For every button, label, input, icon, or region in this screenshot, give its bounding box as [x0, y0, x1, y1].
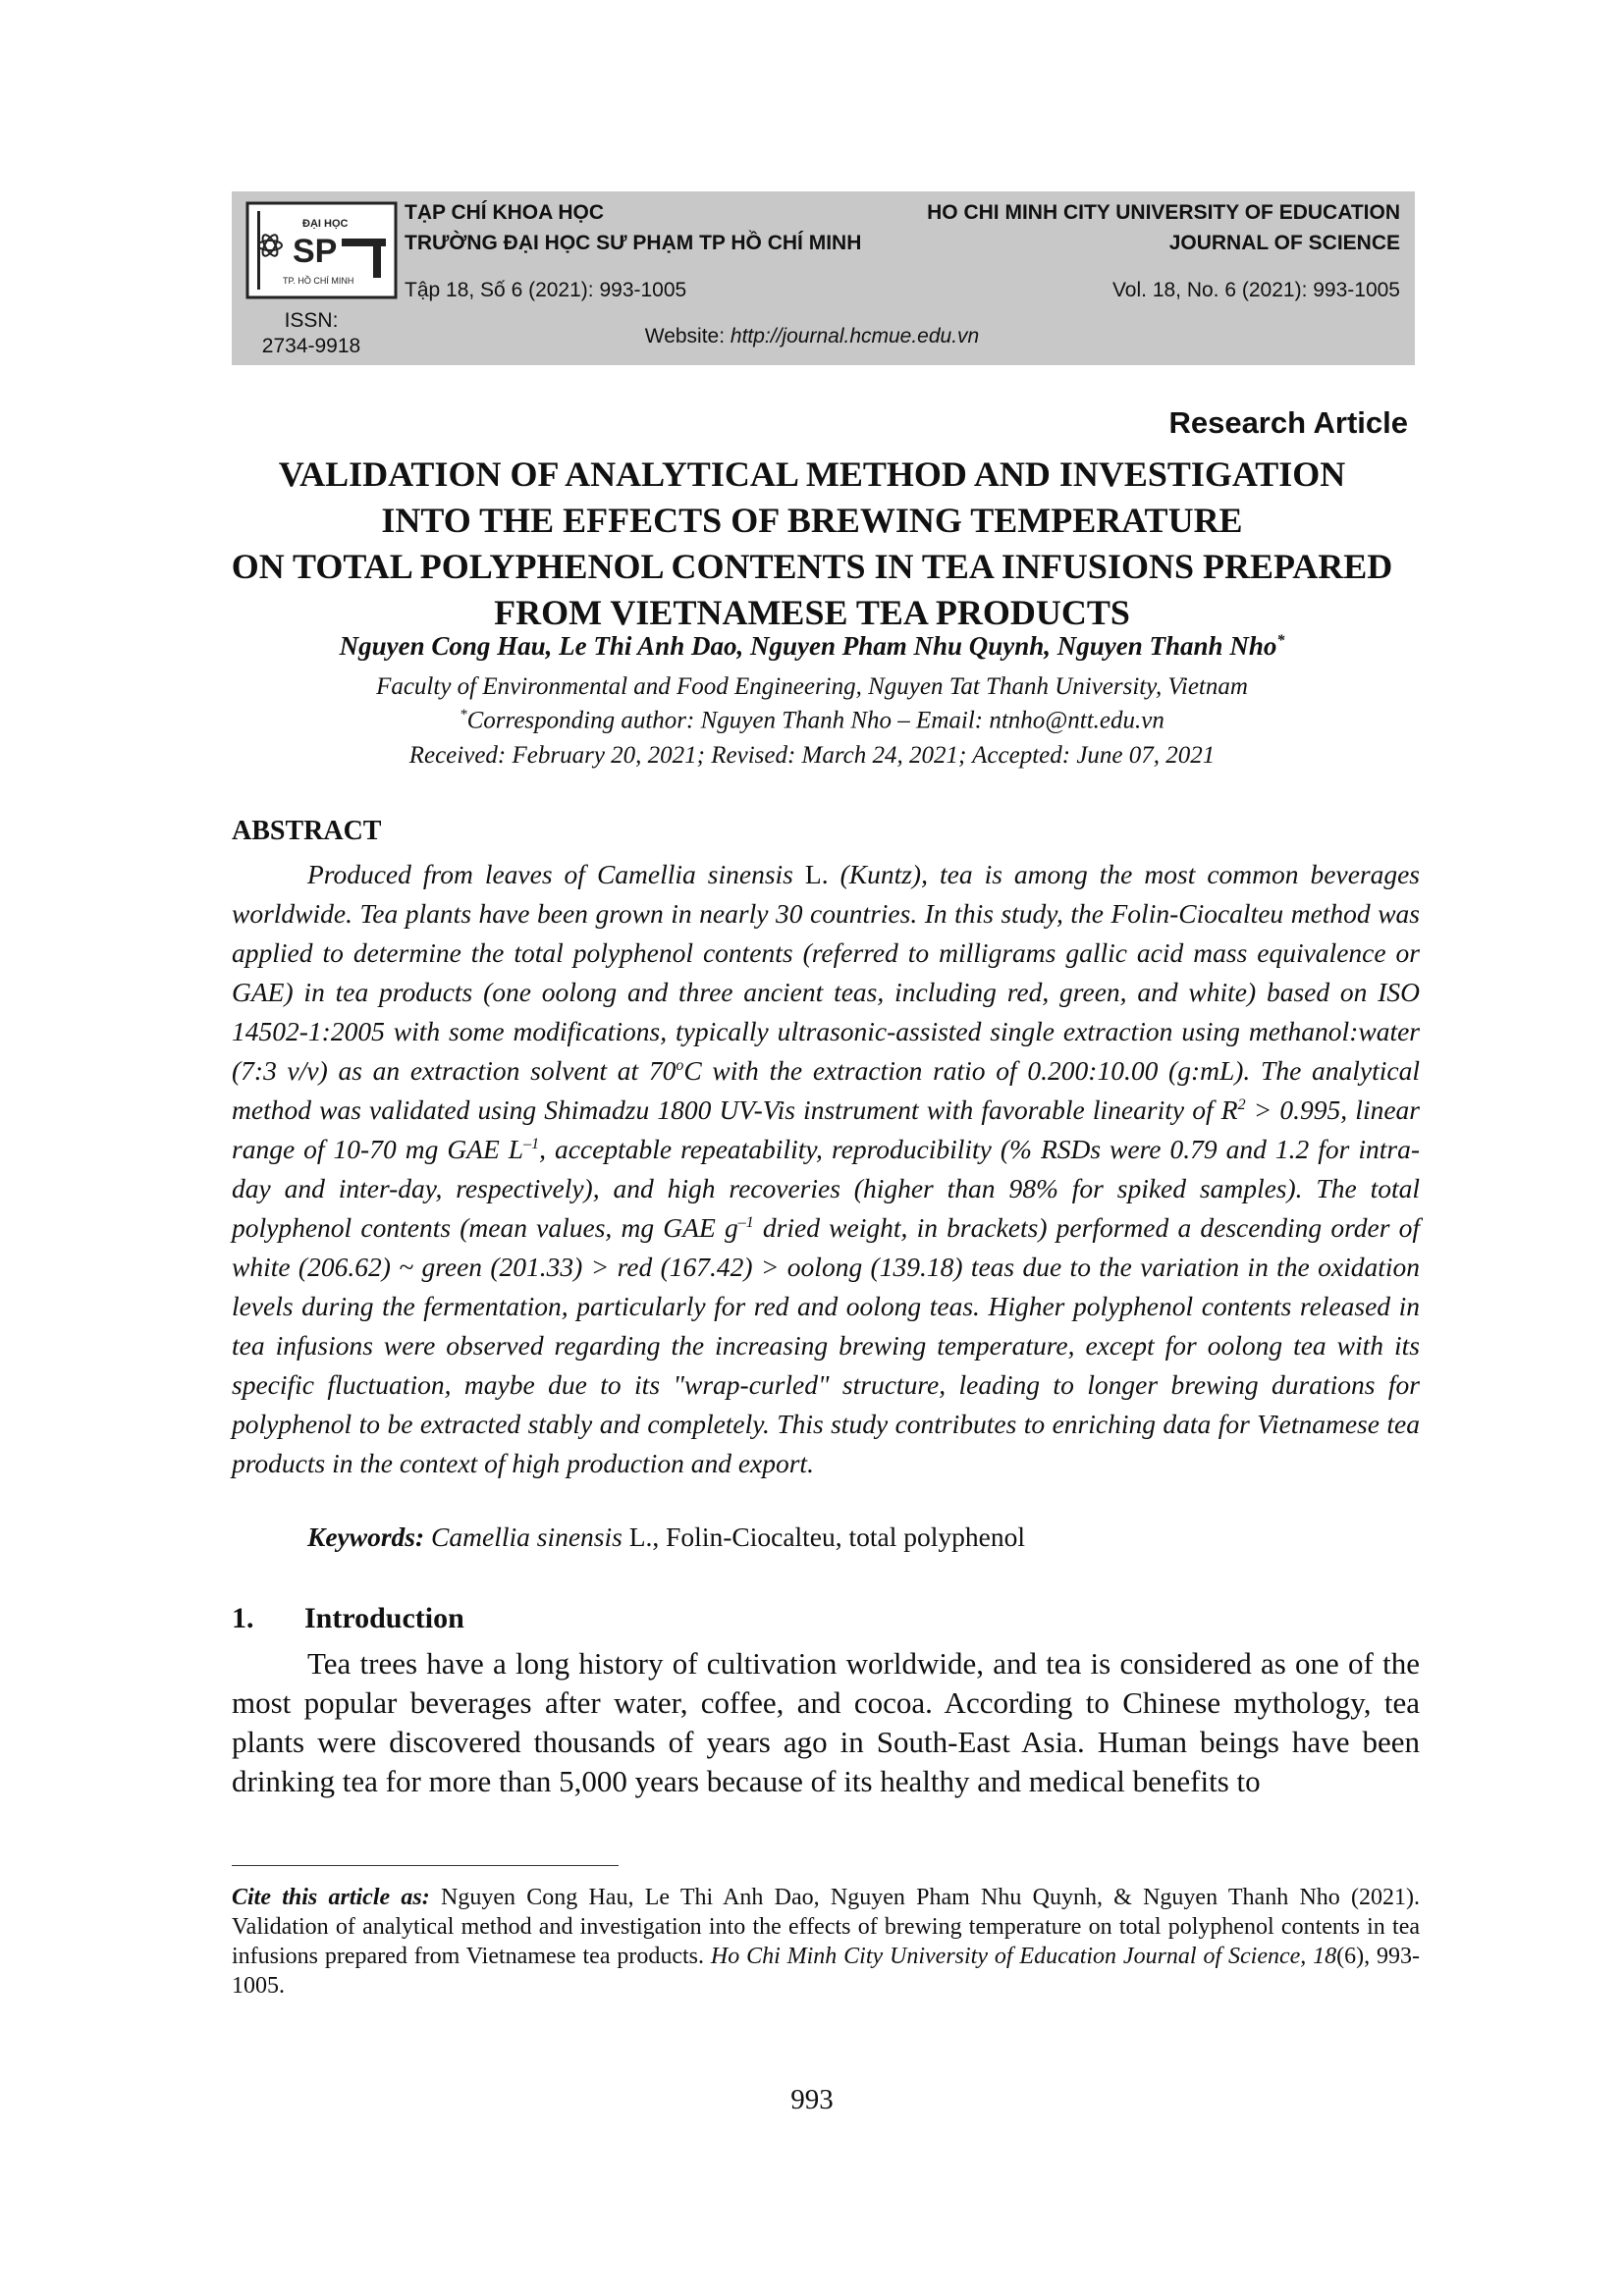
abstract-part: (Kuntz), tea is among the most common beverages worldwide. Tea plants have been grown in nearly 30 countries. In this study, the Folin-Ciocalteu method was applied to determine the total polyphenol contents (referred to milligrams gallic acid mass equivalence or GAE) in tea products (one oolong and three ancient teas, including red, green, and white) based on ISO 14502-1:2005 with some modifications, typically ultrasonic-assisted single extraction using methanol:water (7:3 v/v) as an extraction solvent at 70 — [232, 859, 1421, 1086]
citation-footnote — [232, 1883, 1420, 2001]
keywords — [307, 1522, 1025, 1553]
abstract-sup: o — [676, 1056, 684, 1074]
page-number: 993 — [790, 2084, 834, 2115]
logo-main-text: SP — [293, 233, 338, 270]
abstract-part: > 0.995, linear range of 10-70 mg GAE L — [232, 1095, 1420, 1164]
citation-label: Cite this article as: — [232, 1885, 430, 1910]
title-line: FROM VIETNAMESE TEA PRODUCTS — [494, 593, 1130, 632]
keyword-species: Camellia sinensis — [424, 1522, 623, 1552]
issn-label: ISSN: — [284, 309, 339, 332]
corresponding-author — [0, 707, 1624, 734]
abstract-sup: –1 — [523, 1135, 540, 1152]
abstract-part: , acceptable repeatability, reproducibility (% RSDs were 0.79 and 1.2 for intra-day and inter-day, respectively), and high recoveries (higher than 98% for spiked samples). The total polyphenol contents (mean values, mg GAE g — [232, 1134, 1420, 1243]
journal-name-en: JOURNAL OF SCIENCE — [1168, 232, 1400, 254]
submission-dates: Received: February 20, 2021; Revised: March 24, 2021; Accepted: June 07, 2021 — [408, 742, 1216, 769]
university-name-en: HO CHI MINH CITY UNIVERSITY OF EDUCATION — [927, 201, 1400, 224]
volume-info-en: Vol. 18, No. 6 (2021): 993-1005 — [1111, 279, 1400, 301]
citation-issue: (6), 993-1005. — [232, 1944, 1421, 1999]
corresponding-mark: * — [1276, 632, 1285, 649]
website — [0, 325, 1624, 348]
volume-info-vi: Tập 18, Số 6 (2021): 993-1005 — [405, 279, 687, 301]
journal-name-vi: TẠP CHÍ KHOA HỌC — [405, 201, 605, 224]
article-type: Research Article — [1168, 405, 1408, 440]
university-name-vi: TRƯỜNG ĐẠI HỌC SƯ PHẠM TP HỒ CHÍ MINH — [405, 232, 862, 254]
keyword-list: L., Folin-Ciocalteu, total polyphenol — [622, 1522, 1025, 1552]
citation-journal: Ho Chi Minh City University of Education Journal of Science, 18 — [710, 1944, 1337, 1969]
abstract-part: L. — [804, 859, 829, 889]
authors — [0, 631, 1624, 662]
abstract-text — [232, 855, 1420, 1483]
title-line: ON TOTAL POLYPHENOL CONTENTS IN TEA INFUSIONS PREPARED — [231, 547, 1393, 586]
author-list: Nguyen Cong Hau, Le Thi Anh Dao, Nguyen Pham Nhu Quynh, Nguyen Thanh Nho — [339, 631, 1277, 661]
abstract-part: dried weight, in brackets) performed a descending order of white (206.62) ~ green (201.33) > red (167.42) > oolong (139.18) teas due to the variation in the oxidation levels during the fermentation, particularly for red and oolong teas. Higher polyphenol contents released in tea infusions were observed regarding the increasing brewing temperature, except for oolong tea with its specific fluctuation, maybe due to its "wrap-curled" structure, leading to longer brewing durations for polyphenol to be extracted stably and completely. This study contributes to enriching data for Vietnamese tea products in the context of high production and export. — [232, 1212, 1420, 1478]
section-number: 1. — [232, 1602, 254, 1634]
corresponding-text: Corresponding author: Nguyen Thanh Nho – Email: ntnho@ntt.edu.vn — [466, 707, 1164, 734]
abstract-heading: ABSTRACT — [232, 816, 382, 846]
university-logo — [245, 201, 398, 299]
section-title: Introduction — [304, 1602, 464, 1634]
abstract-sup: 2 — [1237, 1095, 1246, 1113]
website-link[interactable]: http://journal.hcmue.edu.vn — [730, 325, 980, 347]
corresponding-mark: * — [460, 707, 467, 722]
title-line: INTO THE EFFECTS OF BREWING TEMPERATURE — [381, 501, 1243, 540]
footnote-rule — [232, 1865, 619, 1866]
article-title — [157, 452, 1467, 636]
title-line: VALIDATION OF ANALYTICAL METHOD AND INVESTIGATION — [278, 454, 1346, 494]
logo-bottom-text: TP. HỒ CHÍ MINH — [283, 276, 354, 286]
introduction-paragraph: Tea trees have a long history of cultivation worldwide, and tea is considered as one of the most popular beverages after water, coffee, and cocoa. According to Chinese mythology, tea plants were discovered thousands of years ago in South-East Asia. Human beings have been drinking tea for more than 5,000 years because of its healthy and medical benefits to — [232, 1646, 1420, 1798]
issn-value: 2734-9918 — [261, 335, 361, 357]
website-label: Website: — [644, 325, 731, 347]
abstract-sup: –1 — [737, 1213, 754, 1231]
logo-top-text: ĐẠI HỌC — [302, 218, 349, 230]
citation-text: Nguyen Cong Hau, Le Thi Anh Dao, Nguyen Pham Nhu Quynh, & Nguyen Thanh Nho (2021). Validation of analytical method and investigation into the effects of brewing temperature on total polyphenol contents in tea infusions prepared from Vietnamese tea products. — [232, 1885, 1421, 1969]
abstract-part: C with the extraction ratio of 0.200:10.00 (g:mL). The analytical method was validated using Shimadzu 1800 UV-Vis instrument with favorable linearity of R — [232, 1055, 1420, 1125]
keywords-label: Keywords: — [307, 1522, 425, 1552]
section-heading — [232, 1602, 464, 1635]
abstract-part: Produced from leaves of Camellia sinensis — [307, 859, 805, 889]
affiliation: Faculty of Environmental and Food Engineering, Nguyen Tat Thanh University, Vietnam — [376, 673, 1248, 700]
